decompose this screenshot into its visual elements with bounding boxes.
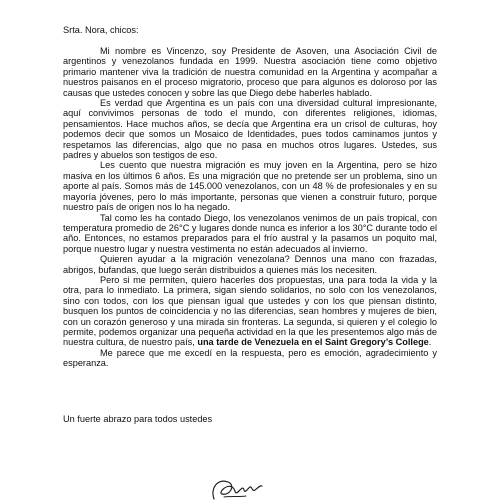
paragraph-5: Quieren ayudar a la migración venezolana? Dennos una mano con frazadas, abrigos, bufandas, que luego serán distribuidos a quienes más los necesiten. bbox=[63, 254, 437, 275]
paragraph-6: Pero si me permiten, quiero hacerles dos propuestas, una para toda la vida y la otra, para lo inmediato. La primera, sigan siendo solidarios, no solo con los venezolanos, sino con todos, con los que piensan igual que ustedes y con los que piensan distinto, busquen los puntos de coincidencia y no las diferencias, sean hombres y mujeres de bien, con un corazón generoso y una mirada sin fronteras. La segunda, si quieren y el colegio lo permite, podemos organizar una pequeña actividad en la que les presentemos algo más de nuestra cultura, de nuestro país, una tarde de Venezuela en el Saint Gregory’s College. bbox=[63, 274, 437, 348]
handwritten-signature bbox=[200, 470, 280, 500]
paragraph-2: Es verdad que Argentina es un país con una diversidad cultural impresionante, aquí convivimos personas de todo el mundo, con diferentes religiones, idiomas, pensamientos. Hace muchos años, se decía que Argentina era un crisol de culturas, hoy podemos decir que somos un Mosaico de Identidades, pues todos caminamos juntos y respetamos las diferencias, algo que no pasa en muchos otros lugares. Ustedes, sus padres y abuelos son testigos de eso. bbox=[63, 98, 437, 161]
paragraph-4: Tal como les ha contado Diego, los venezolanos venimos de un país tropical, con temperatura promedio de 26°C y lugares donde nunca es inferior a los 30°C durante todo el año. Entonces, no estamos preparados para el frío austral y la pasamos un poquito mal, porque nuestro lugar y nuestra vestimenta no están adecuados al invierno. bbox=[63, 212, 437, 254]
salutation: Srta. Nora, chicos: bbox=[63, 25, 139, 35]
letter-body bbox=[63, 24, 437, 369]
paragraph-1: Mi nombre es Vincenzo, soy Presidente de Asoven, una Asociación Civil de argentinos y venezolanos fundada en 1999. Nuestra asociación tiene como objetivo primario mantener viva la tradición de nuestra comunidad en la Argentina y acompañar a nuestros paisanos en el proceso migratorio, proceso que para algunos es doloroso por las causas que ustedes conocen y sobre las que Diego debe haberles hablado. bbox=[63, 46, 437, 98]
paragraph-7: Me parece que me excedí en la respuesta, pero es emoción, agradecimiento y esperanza. bbox=[63, 347, 437, 369]
paragraph-6-bold-text: una tarde de Venezuela en el Saint Gregory’s College bbox=[197, 337, 429, 348]
paragraph-6-text: Pero si me permiten, quiero hacerles dos propuestas, una para toda la vida y la otra, para lo inmediato. La primera, sigan siendo solidarios, no solo con los venezolanos, sino con todos, con los que piensan igual que ustedes y con los que piensan distinto, busquen los puntos de coincidencia y no las diferencias, sean hombres y mujeres de bien, con un corazón generoso y una mirada sin fronteras. La segunda, si quieren y el colegio lo permite, podemos organizar una pequeña actividad en la que les presentemos algo más de nuestra cultura, de nuestro país, bbox=[63, 274, 437, 348]
closing-line: Un fuerte abrazo para todos ustedes bbox=[63, 414, 213, 424]
paragraph-3: Les cuento que nuestra migración es muy joven en la Argentina, pero se hizo masiva en los últimos 6 años. Es una migración que no pretende ser un problema, sino un aporte al país. Somos más de 145.000 venezolanos, con un 48 % de profesionales y en su mayoría jóvenes, pero lo más importante, personas que vienen a construir futuro, porque nuestro país de origen nos lo ha negado. bbox=[63, 160, 437, 213]
